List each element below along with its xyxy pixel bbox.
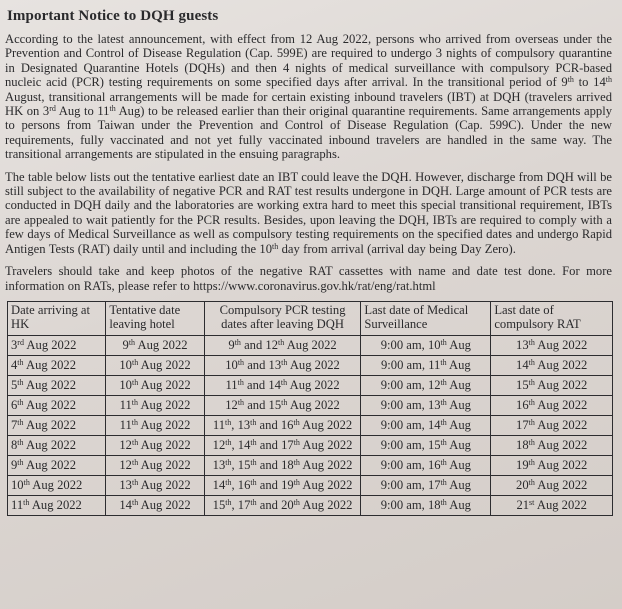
cell-date-arriving: 5th Aug 2022 (8, 375, 106, 395)
notice-title: Important Notice to DQH guests (7, 8, 219, 24)
table-row (8, 395, 613, 415)
cell-tentative-date: 11th Aug 2022 (106, 395, 204, 415)
table-row (8, 435, 613, 455)
cell-pcr-dates: 11th, 13th and 16th Aug 2022 (204, 415, 361, 435)
table-row (8, 355, 613, 375)
cell-last-rat: 15th Aug 2022 (491, 375, 613, 395)
cell-pcr-dates: 10th and 13th Aug 2022 (204, 355, 361, 375)
cell-tentative-date: 12th Aug 2022 (106, 455, 204, 475)
cell-tentative-date: 10th Aug 2022 (106, 355, 204, 375)
cell-medical-surveillance: 9:00 am, 17th Aug (361, 475, 491, 495)
paragraph-1: According to the latest announcement, with effect from 12 Aug 2022, persons who arrived from overseas under the Prevention and Control of Disease Regulation (Cap. 599E) are required to undergo 3 nights of compulsory quarantine in Designated Quarantine Hotels (DQHs) and then 4 nights of medical surveillance with compulsory PCR-based nucleic acid (PCR) testing requirements on some specified days after arrival. In the transitional period of 9th to 14th August, transitional arrangements will be made for certain existing inbound travelers (IBT) at DQH (travelers arrived HK on 3rd Aug to 11th Aug) to be released earlier than their original quarantine requirements. Same arrangements apply to persons from Taiwan under the Prevention and Control of Disease Regulation (Cap. 599C). Under the new requirements, fully vaccinated and not yet fully vaccinated inbound travelers are handled in the same way. The transitional arrangements are stipulated in the ensuing paragraphs. (5, 32, 613, 162)
cell-pcr-dates: 12th, 14th and 17th Aug 2022 (204, 435, 361, 455)
table-row (8, 455, 613, 475)
cell-medical-surveillance: 9:00 am, 11th Aug (361, 355, 491, 375)
table-row (8, 375, 613, 395)
cell-last-rat: 20th Aug 2022 (491, 475, 613, 495)
table-header-row (8, 301, 613, 335)
cell-tentative-date: 9th Aug 2022 (106, 335, 204, 355)
cell-medical-surveillance: 9:00 am, 12th Aug (361, 375, 491, 395)
table-body (8, 335, 613, 515)
cell-date-arriving: 4th Aug 2022 (8, 355, 106, 375)
cell-pcr-dates: 15th, 17th and 20th Aug 2022 (204, 495, 361, 515)
table-row (8, 475, 613, 495)
cell-pcr-dates: 14th, 16th and 19th Aug 2022 (204, 475, 361, 495)
cell-pcr-dates: 11th and 14th Aug 2022 (204, 375, 361, 395)
table-row (8, 335, 613, 355)
header-last-rat: Last date of compulsory RAT (491, 301, 613, 335)
cell-last-rat: 17th Aug 2022 (491, 415, 613, 435)
cell-tentative-date: 10th Aug 2022 (106, 375, 204, 395)
cell-pcr-dates: 12th and 15th Aug 2022 (204, 395, 361, 415)
cell-medical-surveillance: 9:00 am, 14th Aug (361, 415, 491, 435)
cell-date-arriving: 3rd Aug 2022 (8, 335, 106, 355)
cell-date-arriving: 10th Aug 2022 (8, 475, 106, 495)
cell-date-arriving: 11th Aug 2022 (8, 495, 106, 515)
cell-tentative-date: 11th Aug 2022 (106, 415, 204, 435)
cell-medical-surveillance: 9:00 am, 18th Aug (361, 495, 491, 515)
cell-medical-surveillance: 9:00 am, 15th Aug (361, 435, 491, 455)
table-row (8, 495, 613, 515)
cell-last-rat: 21st Aug 2022 (491, 495, 613, 515)
cell-pcr-dates: 9th and 12th Aug 2022 (204, 335, 361, 355)
header-medical-surveillance: Last date of Medical Surveillance (361, 301, 491, 335)
cell-last-rat: 18th Aug 2022 (491, 435, 613, 455)
cell-last-rat: 16th Aug 2022 (491, 395, 613, 415)
cell-medical-surveillance: 9:00 am, 10th Aug (361, 335, 491, 355)
cell-date-arriving: 7th Aug 2022 (8, 415, 106, 435)
cell-last-rat: 13th Aug 2022 (491, 335, 613, 355)
header-date-arriving: Date arriving at HK (8, 301, 106, 335)
cell-medical-surveillance: 9:00 am, 16th Aug (361, 455, 491, 475)
cell-pcr-dates: 13th, 15th and 18th Aug 2022 (204, 455, 361, 475)
cell-tentative-date: 12th Aug 2022 (106, 435, 204, 455)
header-pcr-dates: Compulsory PCR testing dates after leaving DQH (204, 301, 361, 335)
cell-date-arriving: 6th Aug 2022 (8, 395, 106, 415)
cell-date-arriving: 8th Aug 2022 (8, 435, 106, 455)
cell-date-arriving: 9th Aug 2022 (8, 455, 106, 475)
header-tentative-date: Tentative date leaving hotel (106, 301, 204, 335)
cell-tentative-date: 14th Aug 2022 (106, 495, 204, 515)
cell-tentative-date: 13th Aug 2022 (106, 475, 204, 495)
table-row (8, 415, 613, 435)
cell-last-rat: 19th Aug 2022 (491, 455, 613, 475)
paragraph-2: The table below lists out the tentative earliest date an IBT could leave the DQH. However, discharge from DQH will be still subject to the availability of negative PCR and RAT test results undergone in DQH. Large amount of PCR tests are conducted in DQH daily and the laboratories are working extra hard to meet this special transitional requirement, IBTs are appealed to wait patiently for the PCR results. Besides, upon leaving the DQH, IBTs are required to comply with a few days of Medical Surveillance as well as compulsory testing requirements on the specified dates and undergo Rapid Antigen Tests (RAT) daily until and including the 10th day from arrival (arrival day being Day Zero). (5, 169, 612, 256)
schedule-table (7, 301, 613, 516)
cell-medical-surveillance: 9:00 am, 13th Aug (361, 395, 491, 415)
cell-last-rat: 14th Aug 2022 (491, 355, 613, 375)
paragraph-3: Travelers should take and keep photos of the negative RAT cassettes with name and date test done. For more information on RATs, please refer to https://www.coronavirus.gov.hk/rat/eng/rat.html (5, 264, 612, 293)
